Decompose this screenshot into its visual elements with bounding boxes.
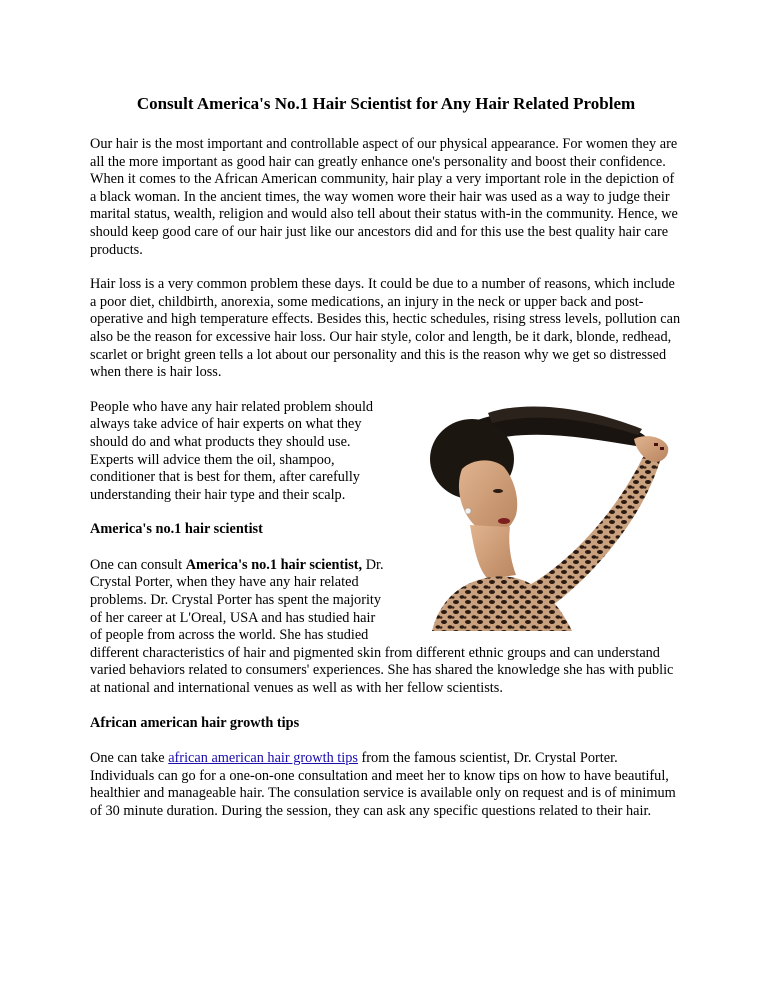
growth-tips-link[interactable]: african american hair growth tips — [168, 750, 358, 767]
intro-paragraph: Our hair is the most important and controllable aspect of our physical appearance. For women they are all the more important as good hair can greatly enhance one's personality and boost their confidence. When it comes to the African American community, hair play a very important role in the depiction of a black woman. In the ancient times, the way women wore their hair was used as a way to judge their marital status, wealth, religion and would also tell about their status with-in the community. Hence, we should keep good care of our hair just like our ancestors did and for this use the best quality hair care products. — [90, 136, 678, 258]
section-heading-growth-tips: African american hair growth tips — [90, 714, 300, 731]
hair-expert-paragraph: People who have any hair related problem should always take advice of hair experts on what they should do and what products they should use. Experts will advice them the oil, shampoo, conditioner that is best for them, after carefully understanding their hair type and their scalp. — [90, 398, 374, 503]
growth-tips-paragraph — [90, 750, 682, 820]
hair-loss-paragraph: Hair loss is a very common problem these days. It could be due to a number of reasons, which include a poor diet, childbirth, anorexia, some medications, an injury in the neck or upper back and post-operative and high temperature effects. Besides this, hectic schedules, rising stress levels, pollution can also be the reason for excessive hair loss. Our hair style, color and length, be it dark, blonde, redhead, scarlet or bright green tells a lot about our personality and this is the reason why we get so distressed when there is hair loss. — [90, 276, 681, 381]
hair-scientist-bold-text: America's no.1 hair scientist, — [185, 556, 363, 573]
growth-tips-text-start: One can take — [90, 750, 169, 767]
document-page — [90, 94, 682, 838]
woman-ponytail-image — [392, 399, 718, 631]
section-heading-hair-scientist: America's no.1 hair scientist — [90, 521, 263, 538]
hair-scientist-text-start: One can consult — [90, 556, 186, 573]
page-title: Consult America's No.1 Hair Scientist for Any Hair Related Problem — [136, 94, 636, 113]
growth-tips-text-end: from the famous scientist, Dr. Crystal Porter. Individuals can go for a one-on-one consultation and meet her to know tips on how to have beautiful, healthier and manageable hair. The consulation service is available only on request and is of minimum of 30 minute duration. During the session, they can ask any specific questions related to their hair. — [90, 750, 676, 819]
hair-scientist-text-end: Dr. Crystal Porter, when they have any hair related problems. Dr. Crystal Porter has spent the majority of her career at L'Oreal, USA and has studied hair of people from across the world. She has studied different characteristics of hair and pigmented skin from different ethnic groups and can understand varied behaviors related to consumers' experiences. She has shared the knowledge she has with public at national and international venues as well as with her fellow scientists. — [90, 556, 674, 697]
